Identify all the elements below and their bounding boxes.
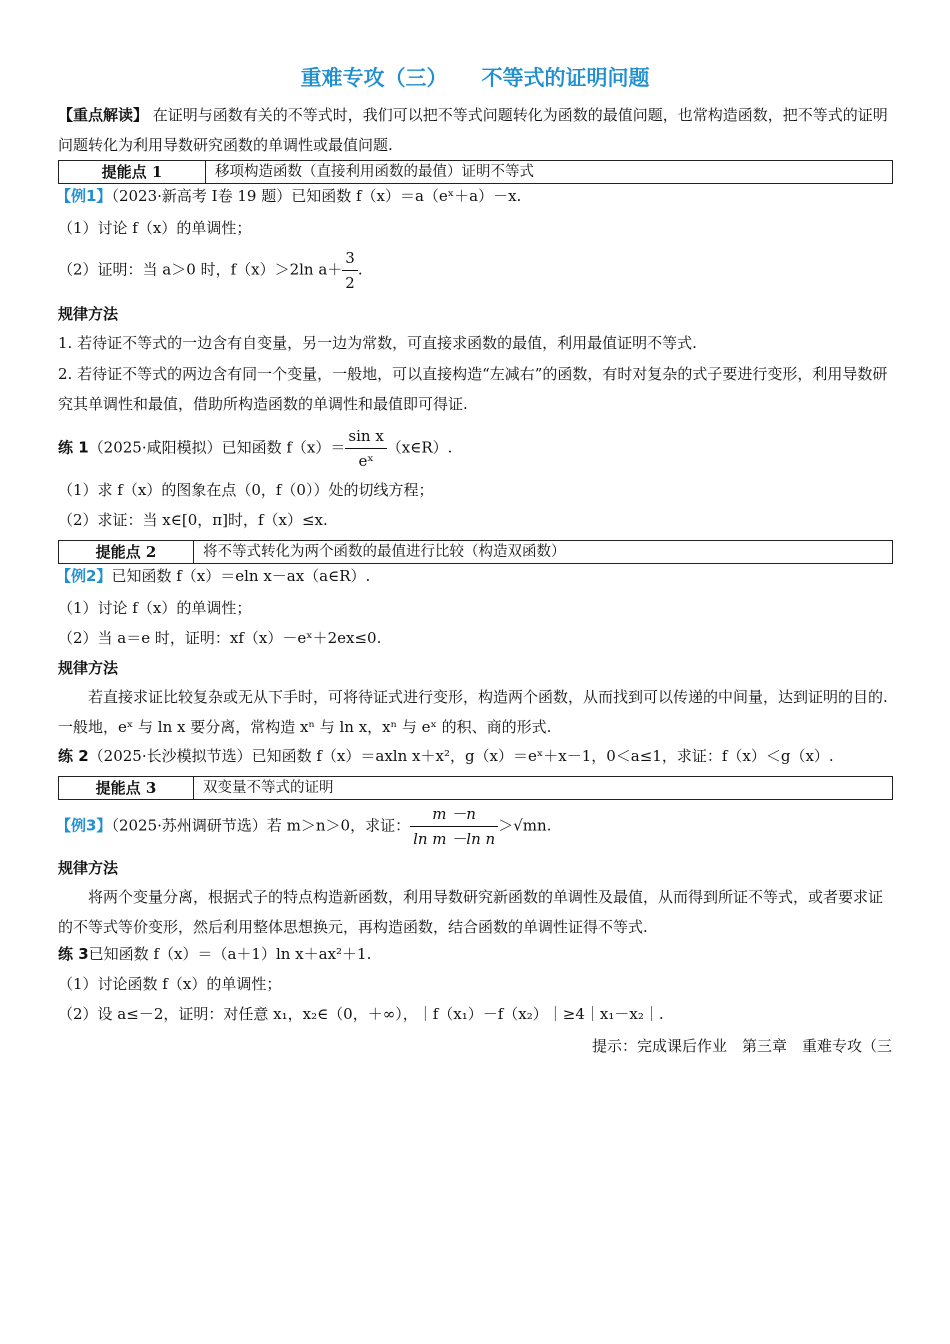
- fraction-denominator: eˣ: [345, 448, 386, 473]
- practice-1-text: （2025·咸阳模拟）已知函数 f（x）＝: [88, 438, 346, 457]
- method-heading-3: 规律方法: [58, 859, 119, 877]
- practice-3-q2: （2）设 a≤－2，证明：对任意 x₁，x₂∈（0，＋∞），｜f（x₁）－f（x₂）｜≥4｜x₁－x₂｜.: [58, 1005, 664, 1023]
- title-part2: 不等式的证明问题: [481, 66, 650, 90]
- section-value-2: 将不等式转化为两个函数的最值进行比较（构造双函数）: [203, 544, 566, 560]
- practice-2-label: 练 2: [58, 747, 89, 765]
- practice-1-label: 练 1: [58, 438, 89, 457]
- example-1-q1: （1）讨论 f（x）的单调性；: [58, 219, 252, 237]
- fraction-sin-over-exp: [345, 424, 386, 473]
- section-key-3: 提能点 3: [59, 777, 194, 799]
- title-part1: 重难专攻（三）: [300, 66, 448, 90]
- practice-1-q2: （2）求证：当 x∈[0，π]时，f（x）≤x.: [58, 511, 328, 529]
- example-3-text-end: ＞√mn.: [498, 816, 552, 835]
- practice-1-text-end: （x∈R）.: [386, 438, 453, 457]
- example-1-q2: [58, 246, 363, 295]
- section-box-1: [58, 160, 893, 184]
- fraction-numerator: m －n: [432, 805, 476, 823]
- intro-text: 在证明与函数有关的不等式时，我们可以把不等式问题转化为函数的最值问题，也常构造函数，把不等式的证明问题转化为利用导数研究函数的单调性或最值问题.: [58, 106, 888, 154]
- practice-3-q1: （1）讨论函数 f（x）的单调性；: [58, 975, 282, 993]
- example-1-q2-text: （2）证明：当 a＞0 时，f（x）＞2ln a＋: [58, 260, 343, 279]
- fraction-numerator: sin x: [348, 427, 384, 445]
- fraction-numerator: 3: [345, 249, 355, 267]
- practice-2: [58, 744, 834, 768]
- page-title: [0, 62, 950, 92]
- footer-hint: 提示：完成课后作业 第三章 重难专攻（三: [591, 1037, 892, 1055]
- fraction-denominator: 2: [342, 270, 358, 295]
- example-1-q2-end: .: [357, 260, 363, 279]
- example-1-tag: 【例1】: [56, 187, 112, 205]
- method-3-paragraph: 将两个变量分离，根据式子的特点构造新函数，利用导数研究新函数的单调性及最值，从而得到所证不等式，或者要求证的不等式等价变形，然后利用整体思想换元，再构造函数，结合函数的单调性证得不等式.: [58, 888, 884, 936]
- intro-paragraph: [58, 100, 894, 160]
- example-2-stem: [56, 564, 370, 588]
- practice-3-text: 已知函数 f（x）＝（a＋1）ln x＋ax²＋1.: [88, 945, 372, 963]
- method-1-point-1: 1. 若待证不等式的一边含有自变量，另一边为常数，可直接求函数的最值，利用最值证明不等式.: [58, 334, 697, 352]
- example-2-tag: 【例2】: [56, 567, 112, 585]
- example-1-text: （2023·新高考 Ⅰ卷 19 题）已知函数 f（x）＝a（eˣ＋a）－x.: [111, 187, 522, 205]
- section-box-2: [58, 540, 893, 564]
- section-value-3: 双变量不等式的证明: [203, 780, 334, 796]
- practice-3-stem: [58, 942, 371, 966]
- section-value-1: 移项构造函数（直接利用函数的最值）证明不等式: [215, 164, 534, 180]
- example-3-tag: 【例3】: [56, 816, 112, 835]
- section-key-1: 提能点 1: [59, 161, 206, 183]
- method-heading-1: 规律方法: [58, 305, 119, 323]
- fraction-three-halves: [342, 246, 358, 295]
- section-box-3: [58, 776, 893, 800]
- method-2-paragraph: 若直接求证比较复杂或无从下手时，可将待证式进行变形，构造两个函数，从而找到可以传递的中间量，达到证明的目的. 一般地，eˣ 与 ln x 要分离，常构造 xⁿ 与 ln x，xⁿ 与 eˣ 的积、商的形式.: [58, 688, 888, 736]
- practice-1-q1: （1）求 f（x）的图象在点（0，f（0））处的切线方程；: [58, 481, 434, 499]
- example-2-q2: （2）当 a＝e 时，证明：xf（x）－eˣ＋2ex≤0.: [58, 629, 382, 647]
- example-3-stem: [56, 802, 551, 851]
- section-key-2: 提能点 2: [59, 541, 194, 563]
- practice-1-stem: [58, 424, 452, 473]
- example-2-text: 已知函数 f（x）＝eln x－ax（a∈R）.: [111, 567, 371, 585]
- fraction-log-mean: [410, 802, 498, 851]
- fraction-denominator: ln m －ln n: [410, 826, 498, 851]
- intro-label: 【重点解读】: [58, 106, 149, 124]
- practice-3-label: 练 3: [58, 945, 89, 963]
- example-2-q1: （1）讨论 f（x）的单调性；: [58, 599, 252, 617]
- example-3-text: （2025·苏州调研节选）若 m＞n＞0，求证：: [111, 816, 411, 835]
- method-heading-2: 规律方法: [58, 659, 119, 677]
- method-1-point-2: 2. 若待证不等式的两边含有同一个变量，一般地，可以直接构造“左减右”的函数，有时对复杂的式子要进行变形，利用导数研究其单调性和最值，借助所构造函数的单调性和最值即可得证.: [58, 365, 888, 413]
- example-1-stem: [56, 184, 521, 208]
- practice-2-text: （2025·长沙模拟节选）已知函数 f（x）＝axln x＋x²，g（x）＝eˣ＋x－1，0＜a≤1，求证：f（x）＜g（x）.: [88, 747, 834, 765]
